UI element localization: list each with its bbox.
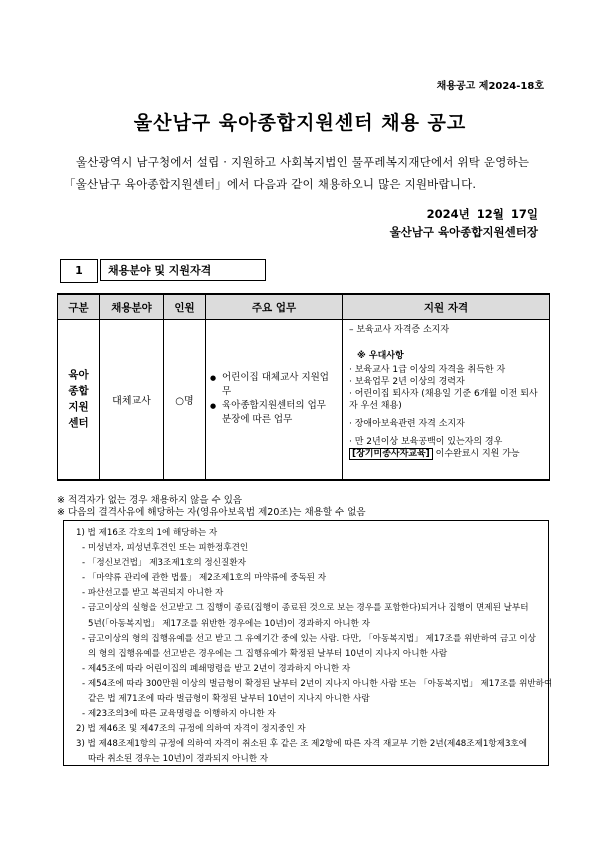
disqualification-item: - 제23조의3에 따른 교육명령을 이행하지 아니한 자 (82, 709, 276, 720)
table-row (58, 320, 550, 480)
disqualification-item: 의 형의 집행유예를 선고받은 경우에는 그 집행유예가 확정된 날부터 10년이 지나지 아니한 사람 (88, 648, 448, 659)
header-duties: 주요 업무 (206, 294, 343, 320)
disqualification-item: - 「마약류 관리에 관한 법률」 제2조제1호의 마약류에 중독된 자 (82, 573, 327, 584)
header-count: 인원 (164, 294, 206, 320)
disqualification-item: - 금고이상의 형의 집행유예를 선고 받고 그 유예기간 중에 있는 사람. 다만, 「아동복지법」 제17조를 위반하여 금고 이상 (82, 633, 536, 644)
qual-highlight: [장기미종사자교육] (349, 448, 433, 460)
disqualification-item: - 파산선고를 받고 복권되지 아니한 자 (82, 588, 224, 599)
header-gubun: 구분 (58, 294, 100, 320)
qual-pref-item: · 보육업무 2년 이상의 경력자 (349, 377, 465, 387)
requirements-table (57, 293, 550, 481)
page-title: 울산남구 육아종합지원센터 채용 공고 (133, 112, 467, 134)
qual-highlight-line (349, 448, 543, 460)
qual-pref-item: · 어린이집 퇴사자 (채용일 기준 6개월 이전 퇴사자 우선 채용) (349, 389, 538, 411)
disqualification-item: 2) 법 제46조 및 제47조의 규정에 의하여 자격이 정지중인 자 (76, 724, 306, 735)
notice-number: 채용공고 제2024-18호 (436, 81, 544, 92)
notice-date: 2024년 12월 17일 (426, 207, 538, 221)
cell-gubun: 육아 종합 지원 센터 (58, 320, 100, 480)
section-label: 채용분야 및 지원자격 (100, 259, 266, 281)
qual-pref-title: ※ 우대사항 (357, 351, 404, 361)
note-item: ※ 다음의 결격사유에 해당하는 자(영유아보육법 제20조)는 채용할 수 없음 (57, 507, 366, 518)
qual-pref-item: · 만 2년이상 보육공백이 있는자의 경우 (349, 437, 503, 447)
disqualification-box (63, 520, 553, 766)
duty-item: ● 육아종합지원센터의 업무 분장에 따른 업무 (220, 399, 338, 427)
qual-tail: 이수완료시 지원 가능 (435, 449, 520, 459)
disqualification-item: - 제45조에 따라 어린이집의 폐쇄명령을 받고 2년이 경과하지 아니한 자 (82, 663, 351, 674)
disqualification-item: - 금고이상의 실형을 선고받고 그 집행이 종료(집행이 종료된 것으로 보는 경우를 포함한다)되거나 집행이 면제된 날부터 (82, 603, 529, 614)
cell-field: 대체교사 (100, 320, 164, 480)
qual-pref-item: · 보육교사 1급 이상의 자격을 취득한 자 (349, 365, 506, 375)
notes (57, 495, 366, 519)
disqualification-item: - 제54조에 따라 300만원 이상의 벌금형이 확정된 날부터 2년이 지나지 아니한 사람 또는 「아동복지법」 제17조를 위반하여 (82, 678, 553, 689)
duty-item: ● 어린이집 대체교사 지원업무 (220, 371, 338, 399)
qual-pref-item: · 장애아보육관련 자격 소지자 (349, 419, 465, 429)
table-header-row (58, 294, 550, 320)
disqualification-item: 1) 법 제16조 각호의 1에 해당하는 자 (76, 528, 218, 538)
section-header (60, 259, 266, 283)
header-qualifications: 지원 자격 (343, 294, 550, 320)
note-item: ※ 적격자가 없는 경우 채용하지 않을 수 있음 (57, 495, 243, 506)
header-field: 채용분야 (100, 294, 164, 320)
disqualification-item: 같은 법 제71조에 따라 벌금형이 확정된 날부터 10년이 지나지 아니한 사람 (88, 694, 370, 705)
section-number: 1 (60, 259, 98, 283)
cell-count: ○명 (164, 320, 206, 480)
disqualification-item: - 미성년자, 피성년후견인 또는 피한정후견인 (82, 543, 249, 554)
disqualification-item: 3) 법 제48조제1항의 규정에 의하여 자격이 취소된 후 같은 조 제2항에 따른 자격 재교부 기한 2년(제48조제1항제3호에 (76, 739, 528, 750)
disqualification-item: 따라 취소된 경우는 10년)이 경과되지 아니한 자 (88, 754, 269, 765)
intro-paragraph: 울산광역시 남구청에서 설립 · 지원하고 사회복지법인 물푸레복지재단에서 위탁 운영하는 「울산남구 육아종합지원센터」에서 다음과 같이 채용하오니 많은 지원바랍니다. (64, 155, 530, 191)
disqualification-item: 5년(「아동복지법」 제17조를 위반한 경우에는 10년)이 경과하지 아니한 자 (88, 618, 370, 629)
qual-required: – 보육교사 자격증 소지자 (349, 325, 450, 335)
organization-name: 울산남구 육아종합지원센터장 (389, 225, 538, 239)
cell-duties (206, 320, 343, 480)
disqualification-item: - 「정신보건법」 제3조제1호의 정신질환자 (82, 558, 246, 569)
cell-qualifications (343, 320, 550, 480)
